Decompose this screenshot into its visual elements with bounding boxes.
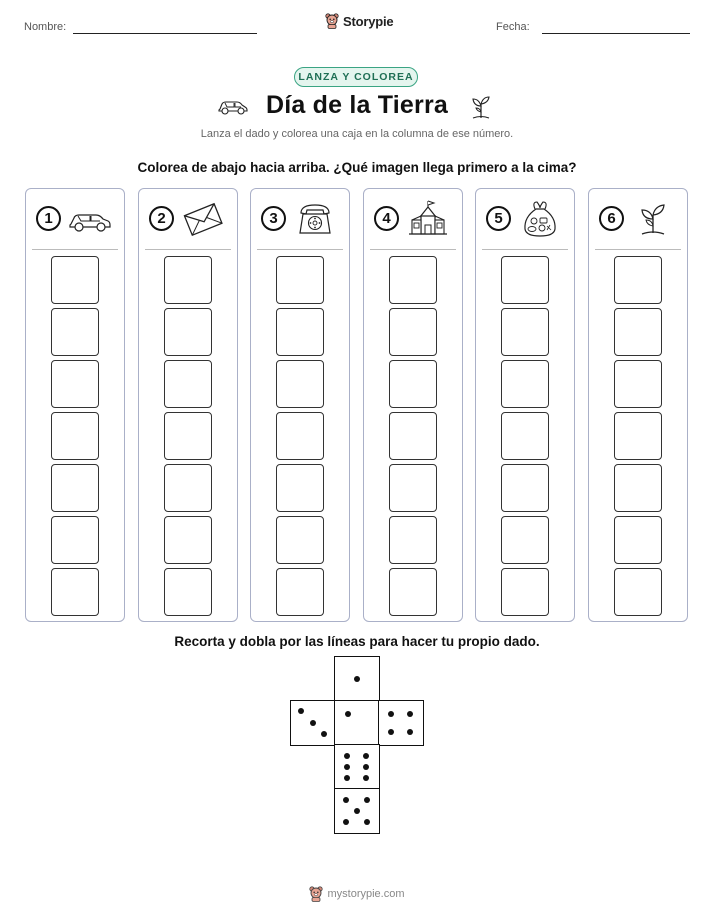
dice-pip [364,819,370,825]
dice-pip [343,819,349,825]
column-2 [138,188,238,622]
color-box[interactable] [501,464,549,512]
footer [0,886,714,902]
color-box[interactable] [276,412,324,460]
dice-pip [407,729,413,735]
color-box[interactable] [389,412,437,460]
color-box[interactable] [389,516,437,564]
dice-pip [345,711,351,717]
column-number: 2 [149,206,174,231]
dice-face-5 [334,788,380,834]
color-box[interactable] [51,516,99,564]
color-box[interactable] [164,464,212,512]
color-box[interactable] [276,464,324,512]
color-box[interactable] [164,412,212,460]
color-box[interactable] [164,360,212,408]
trash-bag-icon [518,199,562,239]
column-divider [595,249,681,250]
date-field[interactable] [542,33,690,34]
column-number: 5 [486,206,511,231]
color-box[interactable] [614,256,662,304]
color-box[interactable] [164,308,212,356]
dice-face-1 [334,700,380,746]
dice-pip [388,711,394,717]
color-box[interactable] [614,568,662,616]
color-box[interactable] [614,308,662,356]
dice-face-1 [334,656,380,702]
footer-url: mystorypie.com [327,888,405,900]
column-divider [145,249,231,250]
color-box[interactable] [51,308,99,356]
school-icon [406,199,450,239]
color-box[interactable] [501,360,549,408]
column-6 [588,188,688,622]
column-divider [257,249,343,250]
date-label: Fecha: [496,21,530,33]
name-label: Nombre: [24,21,67,33]
color-box[interactable] [614,360,662,408]
column-4 [363,188,463,622]
color-box[interactable] [614,516,662,564]
instruction-bottom: Recorta y dobla por las líneas para hacer tu propio dado. [174,634,540,649]
color-box[interactable] [51,464,99,512]
bear-mascot-icon [325,13,339,29]
column-number: 3 [261,206,286,231]
page-title: Día de la Tierra [266,91,448,119]
color-box[interactable] [276,516,324,564]
dice-pip [321,731,327,737]
column-divider [370,249,456,250]
column-5 [475,188,575,622]
bear-mascot-icon [309,886,323,902]
color-box[interactable] [276,308,324,356]
color-box[interactable] [51,256,99,304]
dice-pip [343,797,349,803]
dice-face-4 [378,700,424,746]
dice-pip [364,797,370,803]
color-box[interactable] [389,256,437,304]
color-box[interactable] [614,464,662,512]
dice-pip [310,720,316,726]
color-box[interactable] [501,412,549,460]
color-box[interactable] [501,308,549,356]
dice-pip [344,753,350,759]
dice-face-3 [290,700,336,746]
dice-pip [354,808,360,814]
dice-face-6 [334,744,380,790]
color-box[interactable] [51,360,99,408]
color-box[interactable] [276,568,324,616]
color-box[interactable] [389,360,437,408]
dice-pip [388,729,394,735]
column-divider [32,249,118,250]
column-divider [482,249,568,250]
page-subtitle: Lanza el dado y colorea una caja en la columna de ese número. [200,128,514,140]
dice-pip [407,711,413,717]
brand-logo [325,13,393,29]
color-box[interactable] [389,308,437,356]
column-number: 1 [36,206,61,231]
color-box[interactable] [276,360,324,408]
envelope-icon [181,199,225,239]
dice-pip [344,775,350,781]
dice-pip [354,676,360,682]
dice-pip [344,764,350,770]
color-box[interactable] [501,256,549,304]
color-box[interactable] [51,412,99,460]
color-box[interactable] [389,464,437,512]
brand-name: Storypie [343,13,394,29]
color-box[interactable] [276,256,324,304]
dice-pip [298,708,304,714]
color-box[interactable] [164,256,212,304]
sprout-icon [631,199,675,239]
telephone-icon [293,199,337,239]
column-number: 4 [374,206,399,231]
dice-pip [363,753,369,759]
column-3 [250,188,350,622]
color-box[interactable] [614,412,662,460]
activity-badge: LANZA Y COLOREA [294,67,418,87]
color-box[interactable] [164,516,212,564]
instruction-top: Colorea de abajo hacia arriba. ¿Qué imagen llega primero a la cima? [137,160,577,175]
color-box[interactable] [51,568,99,616]
name-field[interactable] [73,33,257,34]
color-box[interactable] [501,516,549,564]
dice-pip [363,775,369,781]
color-box[interactable] [389,568,437,616]
color-box[interactable] [501,568,549,616]
dice-pip [363,764,369,770]
car-icon [68,199,112,239]
color-box[interactable] [164,568,212,616]
sprout-icon [470,94,492,120]
column-1 [25,188,125,622]
column-number: 6 [599,206,624,231]
